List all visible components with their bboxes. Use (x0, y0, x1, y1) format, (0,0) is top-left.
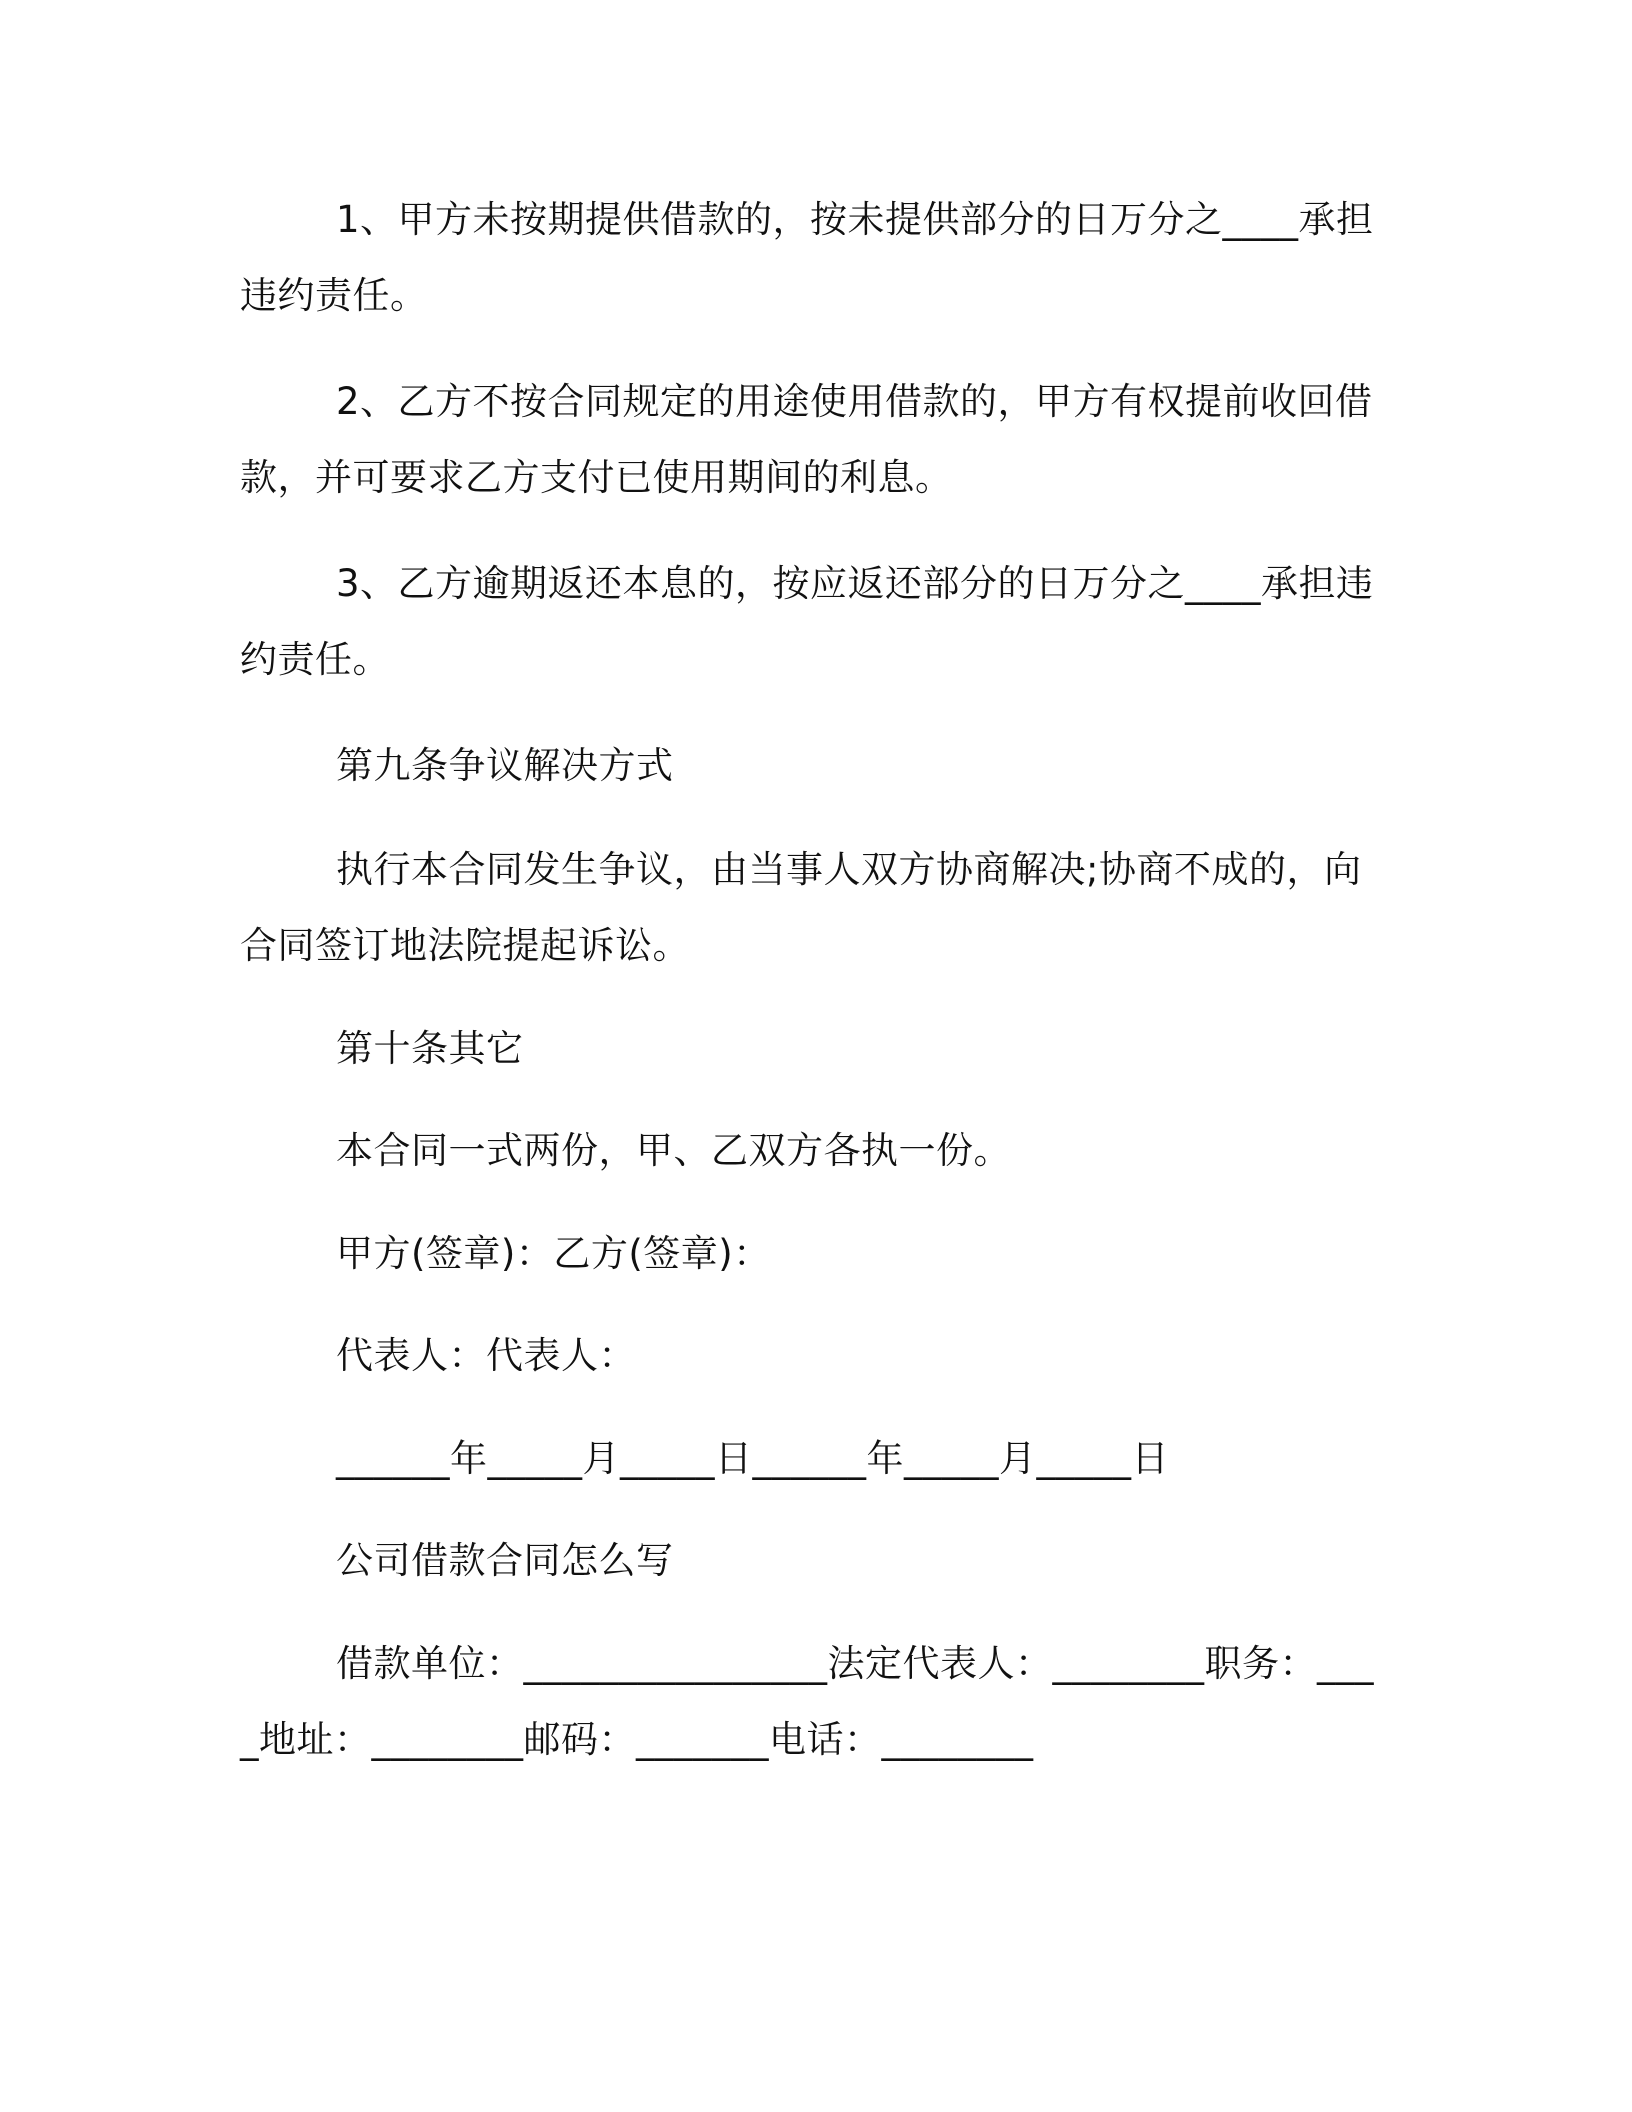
date-line: ______年_____月_____日______年_____月_____日 (336, 1437, 1169, 1480)
article-9-heading: 第九条争议解决方式 (336, 744, 674, 787)
clause-item-2: 2、乙方不按合同规定的用途使用借款的，甲方有权提前收回借款，并可要求乙方支付已使用期间的利息。 (240, 380, 1373, 499)
signature-line: 甲方(签章)：乙方(签章)： (336, 1232, 771, 1275)
clause-item-3: 3、乙方逾期返还本息的，按应返还部分的日万分之____承担违约责任。 (240, 562, 1374, 681)
copies-text: 本合同一式两份，甲、乙双方各执一份。 (336, 1129, 1011, 1172)
representative-line: 代表人：代表人： (336, 1334, 636, 1377)
dispute-resolution-text: 执行本合同发生争议，由当事人双方协商解决;协商不成的，向合同签订地法院提起诉讼。 (240, 848, 1362, 967)
article-10-heading: 第十条其它 (336, 1027, 524, 1070)
borrower-info-line: 借款单位：________________法定代表人：________职务：____地址：________邮码：_______电话：________ (240, 1642, 1374, 1761)
clause-item-1: 1、甲方未按期提供借款的，按未提供部分的日万分之____承担违约责任。 (240, 198, 1374, 317)
section-title: 公司借款合同怎么写 (336, 1539, 674, 1582)
